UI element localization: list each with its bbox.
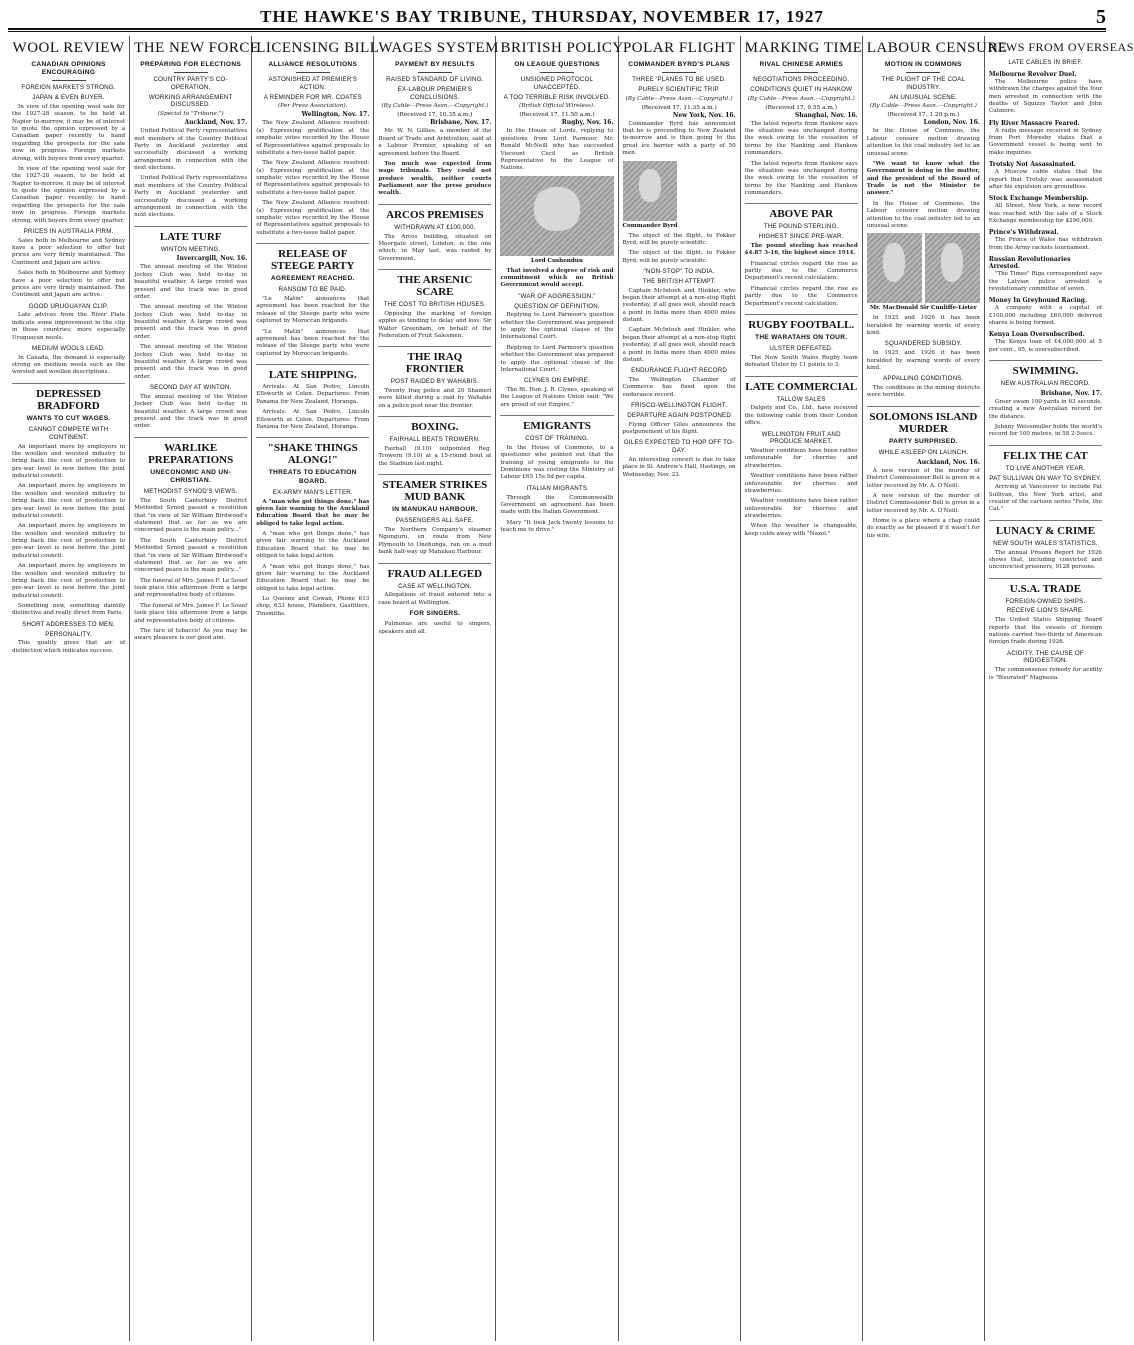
masthead-title: THE HAWKE'S BAY TRIBUNE, THURSDAY, NOVEMBER 17, 1927 [260,7,824,26]
paragraph: In view of the opening wool sale for the 1927-28 season, to be held at Napier to-morrow, it may be of interest to quote the opinion expressed by a Canadian paper recently to hand regarding the prospects for the sale now in progress. Foreign markets strong, with buyers from every quarter. [12,165,126,224]
paragraph: The United States Shipping Board reports that the vessels of foreign nations carried two-thirds of American foreign trade during 1926. [988,617,1102,646]
subhead: WELLINGTON FRUIT AND PRODUCE MARKET. [761,430,841,446]
subhead: RIVAL CHINESE ARMIES [759,61,843,68]
subhead: ITALIAN MIGRANTS [526,484,588,492]
paragraph: The lure of tobacco! As you may be aware pleasure is our good aim. [134,627,248,642]
paragraph: The New Zealand Alliance resolved: (a) Expressing gratification at the emphatic votes recorded by the House of Representatives against proposals to substitute a two-issue ballot paper. [256,160,370,196]
brief-heading: Russian Revolutionaries Arrested. [988,256,1071,271]
subhead: NEW AUSTRALIAN RECORD. [1000,380,1091,388]
credit-line: (By Cable—Press Assn.—Copyright.) [381,103,489,110]
subhead: AN UNUSUAL SCENE. [889,93,958,101]
subhead: IN MANUKAU HARBOUR. [392,506,478,514]
paragraph: Greer swam 100 yards in 63 seconds, creating a new Australian record for the distance. [988,398,1102,420]
subhead: FRISCO-WELLINGTON FLIGHT. [631,402,728,410]
paragraph: Replying to Lord Parmoor's question whether the Government was prepared to apply the optional clause of the International Court. [500,312,614,341]
column-licensing-bill [252,36,380,1341]
subhead: TO LIVE ANOTHER YEAR. [1005,464,1086,472]
paragraph: Pulmonas are useful to singers, speakers and all. [378,621,492,635]
paragraph: Captain McIntosh and Hinkler, who began their attempt at a non-stop flight yesterday, if all goes well, should reach a point in India more than 4000 miles distant. [622,287,736,324]
section-headline: FRAUD ALLEGED [378,563,491,580]
subhead: THREATS TO EDUCATION BOARD. [268,469,357,485]
headline: BRITISH POLICY [500,40,624,56]
brief-heading: Stock Exchange Membership. [988,195,1089,203]
headline: POLAR FLIGHT [622,40,736,56]
masthead-rule [8,31,1106,32]
photo-pair [867,233,980,303]
subhead: THE PLIGHT OF THE COAL INDUSTRY. [881,76,966,91]
paragraph-bold: The pound sterling has reached $4.87 3-16, the highest since 1914. [744,242,858,257]
section-headline: FELIX THE CAT [989,445,1102,462]
headline: LICENSING BILL [256,40,380,56]
subhead: ON LEAGUE QUESTIONS [514,61,600,68]
subhead: WANTS TO CUT WAGES. [26,414,111,422]
brief-heading: Prince's Withdrawal. [988,229,1059,237]
paragraph: Replying to Lord Parmoor's question whether the Government was prepared to apply the optional clause of the International Court. [500,344,614,373]
paragraph: The New South Wales Rugby team defeated Ulster by 11 points to 3. [744,354,858,369]
dateline: New York, Nov. 16. [672,111,736,119]
subhead: ALLIANCE RESOLUTIONS [268,61,358,68]
paragraph: The New Zealand Alliance resolved: (a) Expressing gratification at the emphatic votes recorded by the House of Representatives against proposals to substitute a two-issue ballot paper. [256,200,370,236]
subhead: COST OF TRAINING. [525,435,589,443]
section-headline: THE IRAQ FRONTIER [378,346,491,375]
section-headline: SWIMMING. [989,360,1102,377]
section-headline: BOXING. [378,416,491,433]
brief-text: A Moscow cable states that the report that Trotsky was assassinated after his expulsion are groundless. [988,169,1102,190]
portrait-face [534,187,579,231]
paragraph: When the weather is changeable, keep colds away with "Nazol." [744,523,858,537]
paragraph: Weather conditions have been rather unfavourable for cherries and strawberries. [744,473,858,494]
brief-heading: Melbourne Revolver Duel. [988,70,1077,78]
subhead: CASE AT WELLINGTON. [398,582,472,590]
divider [540,72,574,73]
subhead: MOTION IN COMMONS [884,61,962,68]
subhead: PREPARING FOR ELECTIONS [140,61,242,68]
paragraph: Commander Byrd has announced that he is proceeding to New Zealand to-morrow and is then going to the great ice barrier with a party of 50 men. [622,120,736,157]
brief-text: The Melbourne police have withdrawn the charges against the four men arrested in connection with the deaths of Squizzy Taylor and John Cutmore. [988,78,1102,115]
brief-heading: Kenya Loan Oversubscribed. [988,331,1085,339]
paragraph: This quality gives that air of distinction which indicates success. [12,640,126,654]
subhead: HIGHEST SINCE PRE-WAR. [758,233,844,241]
paragraph: An important move by employers in the woollen and worsted industry to bring back the cost of production to pre-war level is now before the joint industrial council. [12,563,126,599]
headline: MARKING TIME [744,40,863,56]
paragraph: The funeral of Mrs. James F. Le Souef took place this afternoon from a large and representative body of citizens. [134,602,248,624]
subhead: THE COST TO BRITISH HOUSES. [383,301,487,309]
paragraph: The Northern Company's steamer Ngunguru, en route from New Plymouth to Onehunga, ran on a mud bank half-way up Manukau Harbour. [378,527,492,556]
brief-heading: Trotsky Not Assassinated. [988,161,1076,169]
section-headline: SOLOMONS ISLAND MURDER [867,406,980,435]
paragraph: The South Canterbury District Methodist Synod passed a resolution that "in view of Sir William Birdwood's statement that as far as we are concerned peace is the main policy..." [134,537,248,574]
paragraph: Arrivals: At San Pedro, Lincoln Ellsworth at Colon. Departures: From Panama for New Zealand, Horanga. [256,409,370,430]
column-news-overseas [985,36,1134,1341]
subhead: A REMINDER FOR MR. COATES [263,93,362,101]
credit-line: (Per Press Association). [278,103,348,110]
subhead: JAPAN & EVEN BUYER. [32,94,105,102]
column-labour-censure [863,36,1008,1341]
masthead [8,6,1106,30]
section-headline: "SHAKE THINGS ALONG!" [256,437,369,466]
subhead: EX-LABOUR PREMIER'S CONCLUSIONS. [397,85,473,101]
headline: LABOUR CENSURE [866,40,1008,56]
subhead: CONDITIONS QUIET IN HANKOW [750,85,853,93]
section-headline: LATE COMMERCIAL [745,376,858,393]
portrait-photo [925,233,980,303]
paragraph: Flying Officer Giles announces the postponement of his flight. [622,421,736,436]
subhead: SECOND DAY AT WINTON. [149,384,232,392]
page-number: 5 [1096,5,1106,28]
paragraph: A new version of the murder of District Commissioner Bell is given in a letter received by Mr. A. O'Neill. [866,492,980,514]
brief-text: A company with a capital of £100,000 including £60,000 deferred shares is being formed. [988,305,1102,326]
subhead: NEW SOUTH WALES STATISTICS. [993,539,1098,547]
paragraph: Johnny Weissmuller holds the world's record for 100 metres, in 58 2-5secs. [988,424,1102,438]
paragraph: In the House of Commons, the Labour censure motion drawing attention to the coal industry led to an unusual scene. [866,200,980,229]
paragraph: In the House of Commons, the Labour censure motion drawing attention to the coal industry led to an unusual scene. [866,128,980,157]
column-marking-time [741,36,863,1341]
paragraph: Weather conditions have been rather unfavourable for cherries and strawberries. [744,498,858,520]
headline: WOOL REVIEW [12,40,125,56]
paragraph: "Le Matin" announces that agreement has been reached for the release of the Steege party who were captured by Moroccan brigands. [256,296,370,325]
received-line: (Received 17, 9.55 a.m.) [765,104,837,111]
column-wool-review [8,36,130,1341]
paragraph: Dalgety and Co., Ltd., have received the following cable from their London office. [744,405,858,427]
paragraph: Sales both in Melbourne and Sydney have a poor selection to offer but prices are very firmly maintained. The Continent and Japan are active. [12,237,126,266]
paragraph: Financial circles regard the rise as partly due to the Commerce Department's recent calculation. [744,285,858,307]
divider [174,72,208,73]
subhead: WORKING ARRANGEMENT DISCUSSED. [148,93,233,109]
section-headline: RELEASE OF STEEGE PARTY [256,243,369,272]
paragraph: In view of the opening wool sale for the 1927-28 season, to be held at Napier to-morrow, it may be of interest to quote the opinion expressed by a Canadian paper recently to hand regarding the prospects for the sale now in progress. Foreign markets strong, with buyers from every quarter. [12,103,126,162]
dateline: Wellington, Nov. 17. [301,111,370,119]
received-line: (Received 17, 11.35 a.m.) [641,104,717,111]
portrait-face [883,243,905,282]
portrait-photo [500,176,613,256]
paragraph: In the House of Lords, replying to questions from Lord Parmoor, Mr. Ronald McNeill who has succeeded Viscount Cecil as British Representative to the League of Nations. [500,128,614,172]
paragraph: The object of the flight, to Fokker Byrd, will be purely scientific. [622,232,736,246]
subhead: SQUANDERED SUBSIDY. [884,340,962,348]
subhead: UNECONOMIC AND UN-CHRISTIAN. [150,468,231,484]
column-polar-flight [619,36,741,1341]
received-line: (Received 17, 1.20 p.m.) [887,112,960,119]
section-headline: ARCOS PREMISES [378,204,491,221]
paragraph: The annual meeting of the Winton Jockey Club was held to-day in beautiful weather. A large crowd was present and the track was in good order. [134,264,248,300]
subhead: WITHDRAWN AT £100,000. [394,223,476,231]
paragraph: In 1925 and 1926 it has been heralded by warning words of every kind. [866,315,980,337]
subhead: FAIRHALL BEATS TROWERN. [389,436,481,444]
subhead: THE POUND STERLING. [763,223,839,231]
section-headline: U.S.A. TRADE [989,578,1102,595]
photo-caption: Mr. MacDonald Sir Cunliffe-Lister [869,305,977,312]
paragraph: The New Zealand Alliance resolved: (a) Expressing gratification at the emphatic votes recorded by the House of Representatives against proposals to substitute a two-issue ballot paper. [256,120,370,156]
portrait-photo [867,233,922,303]
divider [52,80,86,81]
subhead: QUESTION OF DEFINITION. [514,302,600,310]
paragraph: The annual meeting of the Winton Jockey Club was held to-day in beautiful weather. A large crowd was present and the track was in good order. [134,344,248,380]
paragraph: Fairhall (9.10) outpointed Reg. Trowern (9.10) at a 15-round bout at the Stadium last night. [378,445,492,467]
divider [662,72,696,73]
paragraph: The latest reports from Hankow says the situation was unchanged during the week owing to the cessation of terms by the Nanking and Hankow commanders. [744,160,858,197]
dateline: London, Nov. 16. [923,119,980,127]
paragraph: United Political Party representatives met members of the Country Political Party in Auckland yesterday and successfully discussed a working arrangement in connection with the next elections. [134,128,248,172]
section-headline: RUGBY FOOTBALL. [745,314,858,331]
paragraph: The Rt. Hon. J. R. Clynes, speaking at the League of Nations Union said: "We are proud of our Empire." [500,387,614,408]
paragraph-bold: "We want to know what the Government is doing in the matter, and the president of the Board of Trade is not the Minister to answer." [866,160,980,197]
subhead: FOR SINGERS. [409,610,461,618]
brief-text: All Street, New York, a new record was reached with the sale of a Stock Exchange membership for $290,000. [988,203,1102,224]
paragraph: Late advices from the River Plate indicate some improvement in the clip in those countries; more especially Uruguayan wools. [12,312,126,341]
subhead: FOREIGN MARKETS STRONG. [21,84,116,92]
brief-text: The Kenya loan of £4,000,000 at 5 per cent., 95, is oversubscribed. [988,339,1102,353]
paragraph: An important move by employers in the woollen and worsted industry to bring back the cost of production to pre-war level is now before the joint industrial council. [12,483,126,519]
subhead: ACIDITY, THE CAUSE OF INDIGESTION. [1007,649,1084,665]
subhead: RAISED STANDARD OF LIVING. [386,76,484,84]
subhead: POST RAIDED BY WAHABIS. [390,378,479,386]
credit-line: (By Cable—Press Assn.—Copyright.) [747,95,855,102]
credit-line: (British Official Wireless). [518,103,596,110]
section-headline: DEPRESSED BRADFORD [12,383,125,412]
subhead: THREE 'PLANES TO BE USED. [632,76,727,84]
divider [296,72,330,73]
headline: WAGES SYSTEM [378,40,499,56]
paragraph: Financial circles regard the rise as partly due to the Commerce Department's recent calculation. [744,260,858,282]
subhead: DEPARTURE AGAIN POSTPONED [627,411,731,419]
received-line: (Received 17, 10.35 a.m.) [397,112,473,119]
section-headline: WARLIKE PREPARATIONS [134,437,247,466]
paragraph-bold: Too much was expected from wage tribunals. They could not produce wealth, neither courts Parliament nor the press produce wealth. [378,160,492,197]
portrait-face [941,243,963,282]
section-headline: LATE SHIPPING. [256,364,369,381]
divider [906,72,940,73]
section-headline: STEAMER STRIKES MUD BANK [378,474,491,503]
brief-text: The Prince of Wales has withdrawn from the Army rackets tournament. [988,237,1102,251]
paragraph: An interesting concert is due to take place in St. Andrew's Hall, Hastings, on Wednesday, Nov. 23. [622,456,736,478]
section-headline: EMIGRANTS [500,415,613,432]
subhead: "NON-STOP" TO INDIA. [643,268,715,276]
subhead: PAYMENT BY RESULTS [395,61,475,68]
credit-line: (By Cable—Press Assn.—Copyright.) [625,95,733,102]
paragraph: The annual meeting of the Winton Jockey Club was held to-day in beautiful weather. A large crowd was present and the track was in good order. [134,304,248,340]
subhead: ASTONISHED AT PREMIER'S ACTION. [268,76,358,91]
paragraph: In 1925 and 1926 it has been heralded by warning words of every kind. [866,350,980,371]
subhead: ULSTER DEFEATED. [769,345,833,353]
section-headline: ABOVE PAR [745,203,858,220]
divider [418,72,452,73]
paragraph: United Political Party representatives met members of the Country Political Party in Auckland yesterday and successfully discussed a working arrangement in connection with the next elections. [134,175,248,219]
brief-heading: Fly River Massacre Feared. [988,119,1080,127]
received-line: (Received 17, 11.50 a.m.) [519,112,595,119]
paragraph: Sales both in Melbourne and Sydney have a poor selection to offer but prices are very firmly maintained. The Continent and Japan are active. [12,270,126,299]
brief-text: "The Times" Riga correspondent says the Latvian police arrested a revolutionary committee of seven. [988,271,1102,292]
section-headline: LUNACY & CRIME [989,520,1102,537]
credit-line: (By Cable—Press Assn.—Copyright.) [869,103,977,110]
subhead: RECEIVE LION'S SHARE. [1006,607,1085,615]
subhead: CANADIAN OPINIONS ENCOURAGING [31,61,106,77]
subhead: GILES EXPECTED TO HOP OFF TO-DAY. [623,439,735,455]
subhead: PRICES IN AUSTRALIA FIRM. [23,227,114,235]
subhead: METHODIST SYNOD'S VIEWS. [143,488,238,496]
subhead: UNSIGNED PROTOCOL UNACCEPTED. [520,76,594,91]
paragraph: A "man who got things done," has given fair warning to the Auckland Education Board that he may be obliged to take legal action. [256,531,370,560]
paragraph: The Wellington Chamber of Commerce has fixed upon the endurance record. [622,377,736,398]
headline: THE NEW FORCE [134,40,260,56]
paragraph: Through the Commonwealth Government an agreement has been made with the Italian Government. [500,494,614,516]
subhead: SHORT ADDRESSES TO MEN. [22,620,115,628]
credit-line: (Special to "Tribune.") [157,111,224,118]
paragraph: The Arcos building, situated on Moorgate street, London, is the one which, in May last, was raided by Government. [378,233,492,262]
paragraph: The funeral of Mrs. James F. Le Souef took place this afternoon from a large and representative body of citizens. [134,577,248,599]
paragraph: An important move by employers in the woollen and worsted industry to bring back the cost of production to pre-war level is now before the joint industrial council. [12,523,126,559]
paragraph: The annual meeting of the Winton Jockey Club was held to-day in beautiful weather. A large crowd was present and the track was in good order. [134,393,248,430]
paragraph: The conditions in the mining districts were terrible. [866,385,980,399]
paragraph: The annual Prisons Report for 1926 shows that, including convicted and unconvicted prisoners, 9128 persons. [988,549,1102,571]
dateline: Auckland, Nov. 16. [917,458,980,466]
photo-caption: Commander Byrd [622,222,678,229]
subhead: COMMANDER BYRD'S PLANS [628,61,730,68]
paragraph: The latest reports from Hankow says the situation was unchanged during the week owing to the cessation of terms by the Nanking and Hankow commanders. [744,120,858,157]
section-headline: THE ARSENIC SCARE [378,269,491,298]
paragraph: Weather conditions have been rather unfavourable for cherries and strawberries. [744,448,858,469]
paragraph: A "man who got things done," has given fair warning to the Auckland Education Board that he may be obliged to take legal action. [256,563,370,592]
column-british-policy [496,36,624,1341]
dateline: Shanghai, Nov. 16. [794,111,858,119]
subhead: PERSONALITY. [45,630,92,638]
paragraph: A new version of the murder of District Commissioner Bell is given in a letter received by Mr. A. O'Neill. [866,467,980,489]
dateline: Rugby, Nov. 16. [561,119,614,127]
subhead: TALLOW SALES [776,395,826,403]
divider [784,72,818,73]
paragraph: Mary "It took Jack twenty lessons to teach me to drive." [500,519,614,534]
subhead: FOREIGN-OWNED SHIPS. [1005,597,1086,605]
dateline: Brisbane, Nov. 17. [430,119,492,127]
column-new-force [130,36,260,1341]
paragraph: Allegations of fraud entered into a case heard at Wellington. [378,592,492,606]
column-wages-system [374,36,499,1341]
subhead: "WAR OF AGGRESSION." [518,292,596,300]
paragraph: Arriving at Vancouver to include Pat Sullivan, the New York artist, and creator of the cartoon series "Felix, the Cat." [988,484,1102,513]
subhead: ENDURANCE FLIGHT RECORD [631,367,728,375]
paragraph: "Le Matin" announces that agreement has been reached for the release of the Steege party who were captured by Moroccan brigands. [256,328,370,357]
subhead: PURELY SCIENTIFIC TRIP. [638,85,720,93]
paragraph: Something new, something daintily distinctive and really direct from Paris. [12,603,126,617]
dateline: Invercargill, Nov. 16. [176,255,248,263]
subhead: CLYNES ON EMPIRE. [524,377,590,385]
paragraph: Lo Queene and Cowan, Phone 613 shop, 633 house, Plumbers, Gasfitters, Tinsmiths. [256,596,370,617]
paragraph: Captain McIntosh and Hinkler, who began their attempt at a non-stop flight yesterday, if all goes well, should reach a point in India more than 4000 miles distant. [622,327,736,363]
paragraph: Twenty Iraq police and 20 Shameri were killed during a raid by Wahabis on a police post near the frontier. [378,388,492,409]
subhead: PARTY SURPRISED. [888,437,958,445]
subhead: RANSOM TO BE PAID. [278,286,347,294]
paragraph-bold: That involved a degree of risk and commitment which no British Government would accept. [500,267,614,289]
subhead: THE BRITISH ATTEMPT. [642,277,716,285]
paragraph: Home is a place where a chap could do exactly as he pleased if it wasn't for his wife. [866,518,980,539]
subhead: THE WARATAHS ON TOUR. [755,333,848,341]
subhead: AGREEMENT REACHED. [270,275,355,283]
paragraph: An important move by employers in the woollen and worsted industry to bring back the cost of production to pre-war level is now before the joint industrial council. [12,443,126,480]
brief-heading: Money In Greyhound Racing. [988,297,1088,305]
brief-text: A radio message received in Sydney from Port Moresby states that a Government vessel is being sent to make inquiries. [988,127,1102,156]
subhead: LATE CABLES IN BRIEF. [1008,59,1083,66]
subhead: CANNOT COMPETE WITH CONTINENT. [28,426,109,441]
subhead: WHILE ASLEEP ON LAUNCH. [878,449,969,457]
paragraph: Opposing the marking of foreign apples as tending to delay and loss. Sir Walter Greenham, on behalf of the Federation of Fruit Salesmen. [378,310,492,339]
subhead: EX-ARMY MAN'S LETTER. [272,488,353,496]
headline: NEWS FROM OVERSEAS [988,40,1134,54]
subhead: PAT SULLIVAN ON WAY TO SYDNEY. [989,474,1102,482]
subhead: NEGOTIATIONS PROCEEDING. [753,76,850,84]
dateline: Auckland, Nov. 17. [184,119,248,127]
paragraph: The commonsense remedy for acidity is "Bisurated" Magnesia. [988,667,1102,681]
subhead: COUNTRY PARTY'S CO-OPERATION. [153,76,228,91]
paragraph: In the House of Commons, to a questioner who pointed out that the training of young emigrants to the Dominions was costing the Ministry of Labour £65 15s 5d per capita. [500,444,614,481]
subhead: MEDIUM WOOLS LEAD. [32,344,106,352]
subhead: APPALLING CONDITIONS. [883,375,964,383]
paragraph: The South Canterbury District Methodist Synod passed a resolution that "in view of Sir William Birdwood's statement that as far as we are concerned peace is the main policy..." [134,497,248,534]
photo-caption: Lord Cushendun [531,257,583,264]
subhead: A TOO TERRIBLE RISK INVOLVED. [503,93,611,101]
paragraph: Mr. W. N. Gillies, a member of the Board of Trade and Arbitration, said at a Labour Premier, speaking of an agreement before the Board. [378,128,492,157]
paragraph: In Canada, the demand is especially strong on medium wools such as the worsted and woollen descriptions. [12,354,126,376]
paragraph: Arrivals: At San Pedro, Lincoln Ellsworth at Colon. Departures: From Panama for New Zealand, Horanga. [256,384,370,405]
subhead: WINTON MEETING. [160,245,221,253]
section-headline: LATE TURF [134,226,247,243]
subhead: PASSENGERS ALL SAFE. [395,517,474,525]
portrait-photo [623,161,677,221]
dateline: Brisbane, Nov. 17. [1040,389,1102,397]
columns [8,36,1134,1341]
portrait-face [639,169,661,202]
paragraph: A "man who got things done," has given fair warning to the Auckland Education Board that he may be obliged to take legal action. [256,498,370,527]
paragraph: The object of the flight, to Fokker Byrd, will be purely scientific. [622,250,736,264]
subhead: GOOD URUGUAYAN CLIP. [28,302,109,310]
